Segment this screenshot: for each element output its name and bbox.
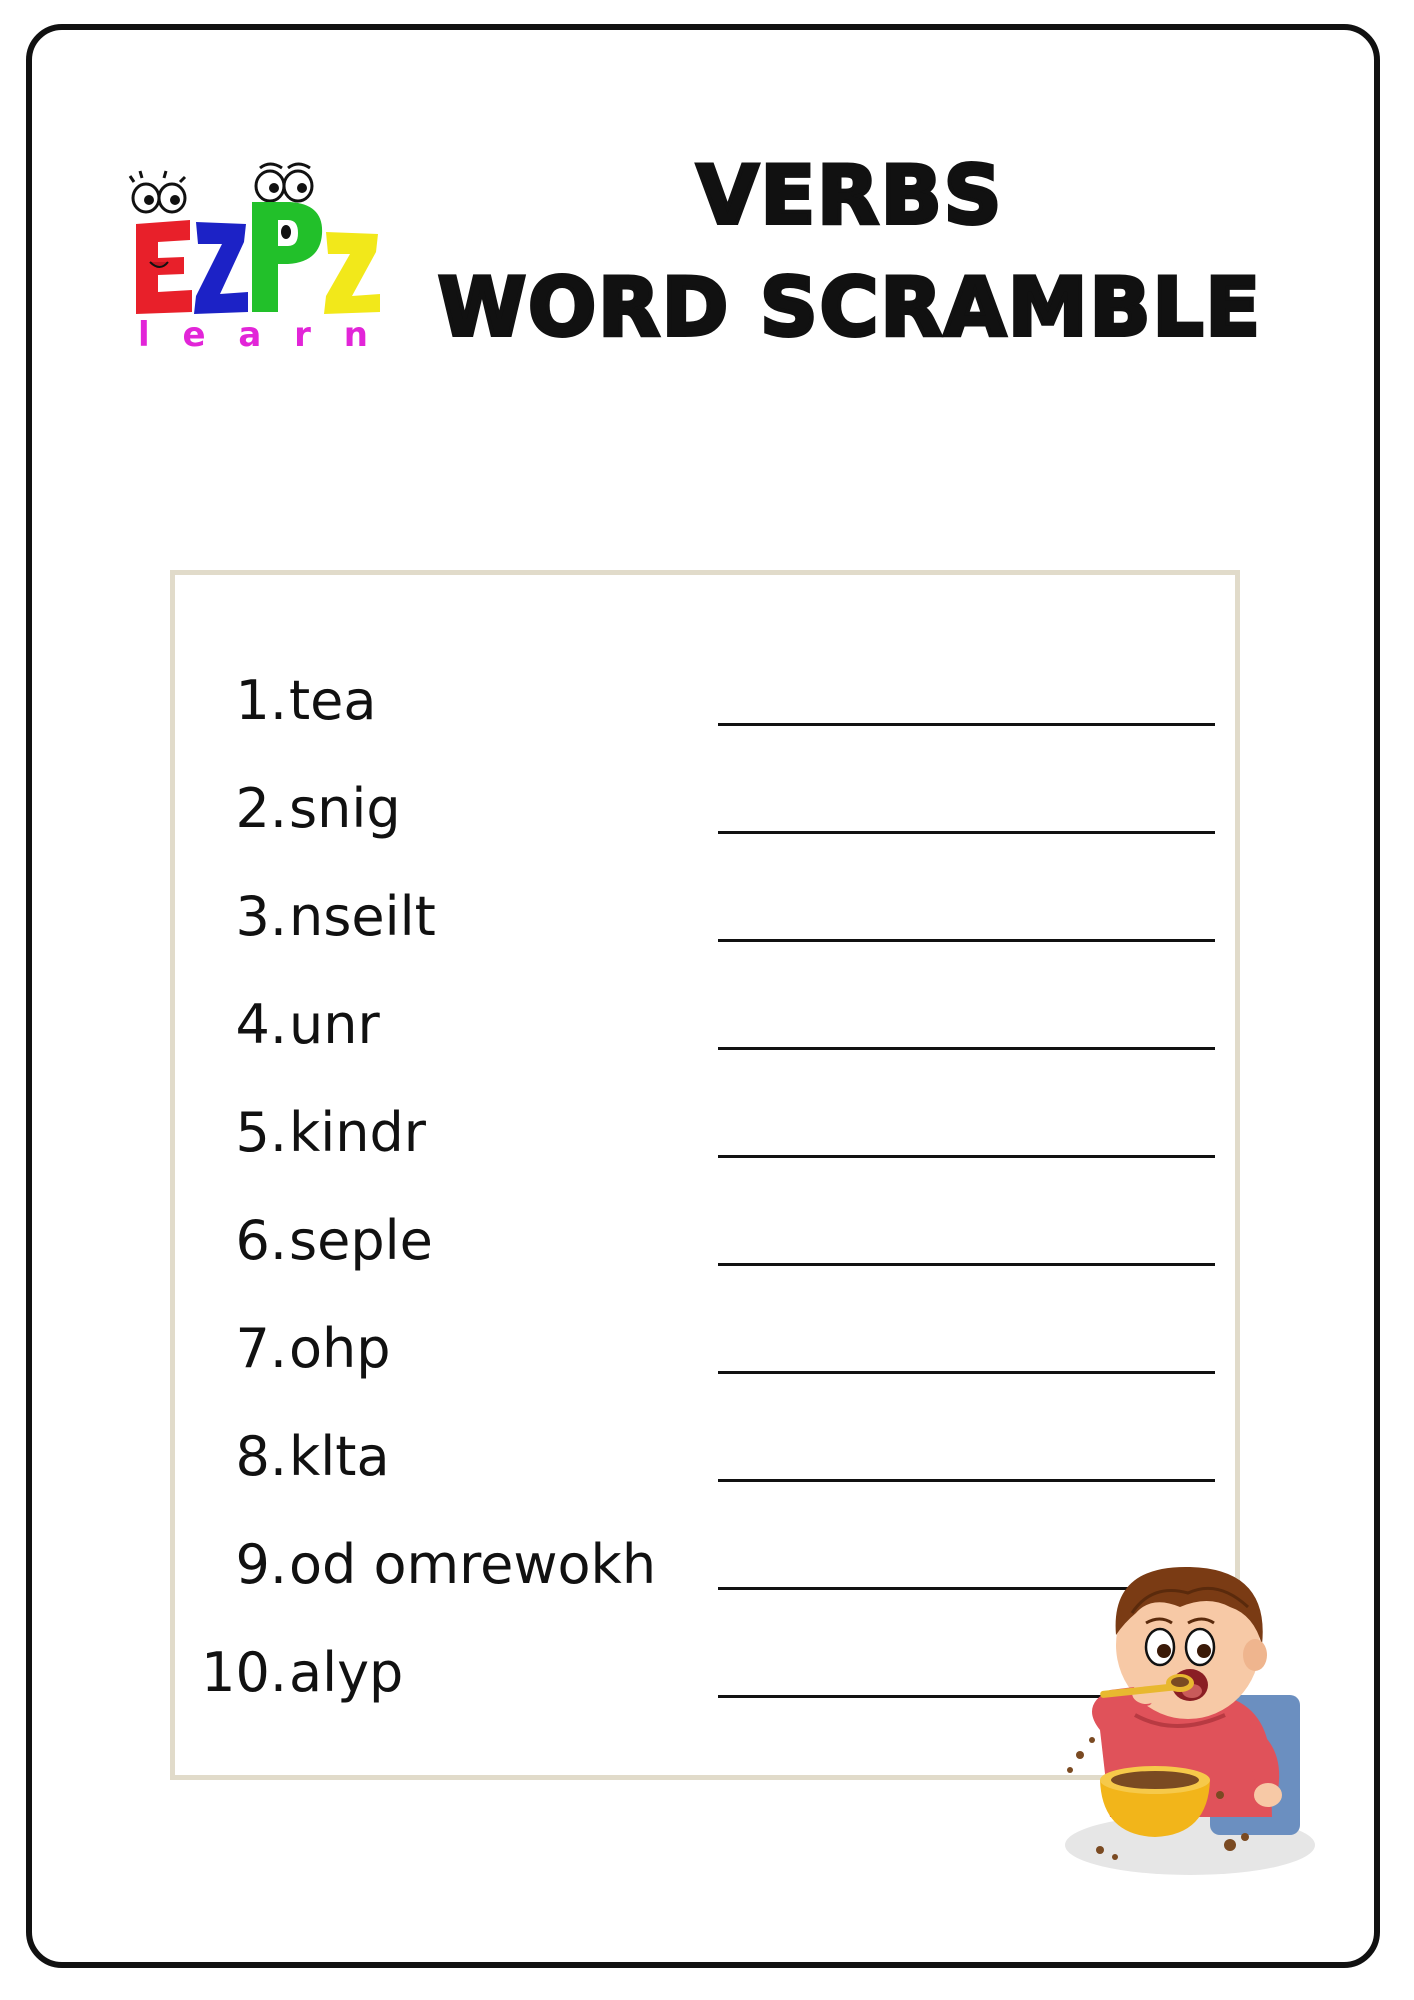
item-number: 8. [235,1425,287,1488]
scrambled-word: klta [289,1425,390,1488]
answer-line[interactable] [718,831,1215,834]
scrambled-word: kindr [289,1101,426,1164]
item-number: 2. [235,777,287,840]
item-number: 7. [235,1317,287,1380]
logo-eyes-left-icon [130,171,185,212]
svg-text:learn: learn [138,315,378,352]
item-number: 5. [235,1101,287,1164]
scrambled-word: alyp [289,1641,404,1704]
answer-line[interactable] [718,1263,1215,1266]
list-item [175,877,1245,957]
list-item [175,985,1245,1065]
item-number: 6. [235,1209,287,1272]
ezpz-learn-logo [128,162,388,352]
title-line-2: WORD SCRAMBLE [437,261,1263,354]
item-number: 10. [201,1641,287,1704]
answer-line[interactable] [718,723,1215,726]
list-item [175,769,1245,849]
answer-line[interactable] [718,1371,1215,1374]
item-number: 9. [235,1533,287,1596]
item-number: 3. [235,885,287,948]
scrambled-word: ohp [289,1317,391,1380]
item-number: 4. [235,993,287,1056]
scrambled-word: snig [289,777,401,840]
scrambled-word: unr [289,993,380,1056]
answer-line[interactable] [718,1047,1215,1050]
answer-line[interactable] [718,939,1215,942]
scrambled-word: tea [289,669,377,732]
list-item [175,1309,1245,1389]
scrambled-word: nseilt [289,885,436,948]
child-eating-icon [1040,1555,1320,1885]
scrambled-word: od omrewokh [289,1533,657,1596]
worksheet-title [400,140,1300,364]
answer-line[interactable] [718,1479,1215,1482]
list-item [175,1201,1245,1281]
list-item [175,1417,1245,1497]
title-line-1: VERBS [696,149,1004,242]
logo-eyes-right-icon [256,164,312,201]
scrambled-word: seple [289,1209,433,1272]
answer-line[interactable] [718,1155,1215,1158]
list-item [175,661,1245,741]
item-number: 1. [235,669,287,732]
list-item [175,1093,1245,1173]
